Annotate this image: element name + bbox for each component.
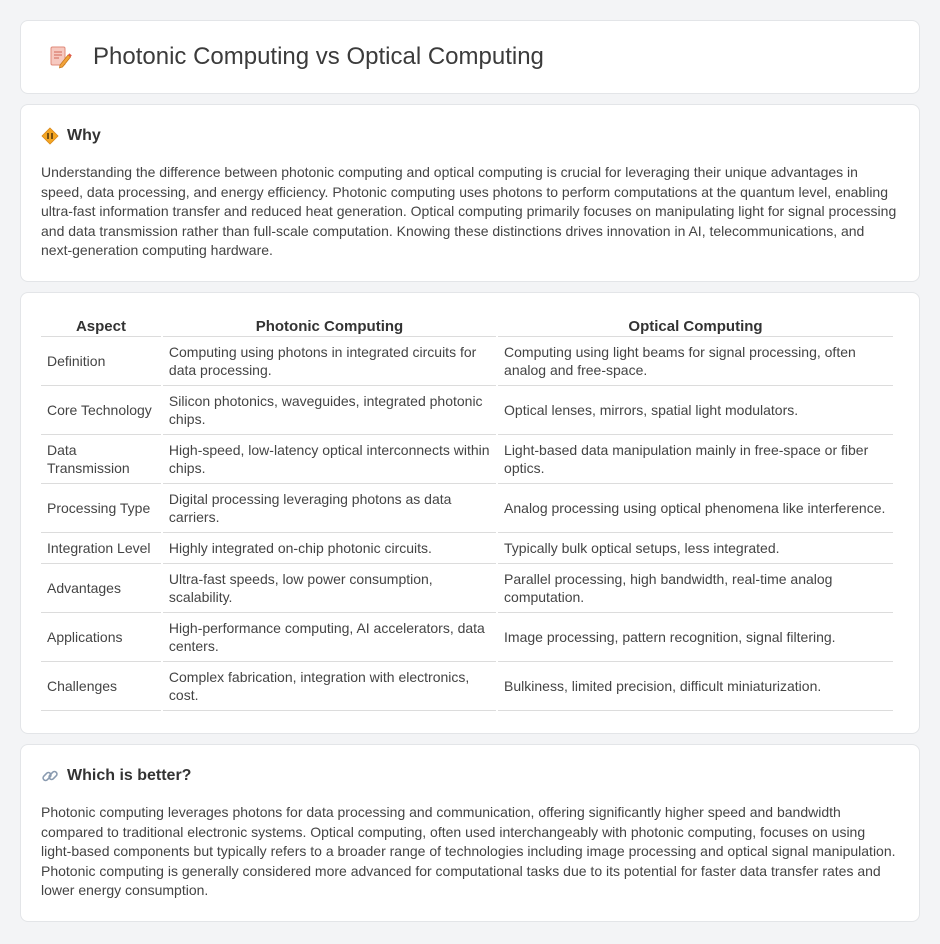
why-body: Understanding the difference between photonic computing and optical computing is crucial for leveraging their unique advantages in speed, data processing, and energy efficiency. Photonic computing uses photons to perform computations at the quantum level, enabling ultra-fast information transfer and reduced heat generation. Optical computing primarily focuses on manipulating light for signal processing and data transmission rather than full-scale computation. Knowing these distinctions drives innovation in AI, telecommunications, and next-generation computing hardware. xyxy=(41,164,897,259)
table-row xyxy=(41,613,893,662)
cell-aspect: Definition xyxy=(41,337,161,386)
cell-aspect: Core Technology xyxy=(41,386,161,435)
header-aspect: Aspect xyxy=(41,313,161,337)
cell-optical: Analog processing using optical phenomena like interference. xyxy=(498,484,893,533)
cell-photonic: Digital processing leveraging photons as data carriers. xyxy=(163,484,496,533)
better-title: Which is better? xyxy=(67,767,192,784)
cell-aspect: Advantages xyxy=(41,564,161,613)
table-row xyxy=(41,662,893,711)
better-body: Photonic computing leverages photons for data processing and communication, offering significantly higher speed and bandwidth compared to traditional electronic systems. Optical computing, often used interchangeably with photonic computing, focuses on using light-based components but typically refers to a broader range of technologies including image processing and optical signal manipulation. Photonic computing is generally considered more advanced for computational tasks due to its potential for faster data transfer rates and lower energy consumption. xyxy=(41,804,896,899)
table-row xyxy=(41,337,893,386)
cell-aspect: Data Transmission xyxy=(41,435,161,484)
diamond-warning-icon xyxy=(41,127,59,145)
which-is-better-section xyxy=(20,744,920,922)
cell-optical: Optical lenses, mirrors, spatial light modulators. xyxy=(498,386,893,435)
cell-optical: Image processing, pattern recognition, signal filtering. xyxy=(498,613,893,662)
table-row xyxy=(41,484,893,533)
cell-photonic: Computing using photons in integrated circuits for data processing. xyxy=(163,337,496,386)
header-optical: Optical Computing xyxy=(498,313,893,337)
cell-aspect: Applications xyxy=(41,613,161,662)
cell-aspect: Challenges xyxy=(41,662,161,711)
cell-photonic: Ultra-fast speeds, low power consumption, scalability. xyxy=(163,564,496,613)
why-section xyxy=(20,104,920,282)
cell-photonic: Silicon photonics, waveguides, integrated photonic chips. xyxy=(163,386,496,435)
cell-photonic: High-speed, low-latency optical interconnects within chips. xyxy=(163,435,496,484)
table-row xyxy=(41,564,893,613)
table-row xyxy=(41,386,893,435)
cell-photonic: Complex fabrication, integration with electronics, cost. xyxy=(163,662,496,711)
comparison-table xyxy=(39,313,895,711)
cell-aspect: Processing Type xyxy=(41,484,161,533)
cell-optical: Typically bulk optical setups, less integrated. xyxy=(498,533,893,564)
cell-photonic: Highly integrated on-chip photonic circuits. xyxy=(163,533,496,564)
cell-optical: Computing using light beams for signal processing, often analog and free-space. xyxy=(498,337,893,386)
cell-optical: Bulkiness, limited precision, difficult miniaturization. xyxy=(498,662,893,711)
why-header xyxy=(41,127,899,145)
cell-optical: Parallel processing, high bandwidth, real-time analog computation. xyxy=(498,564,893,613)
document-pencil-icon xyxy=(47,44,73,70)
page-title: Photonic Computing vs Optical Computing xyxy=(93,43,544,70)
title-card xyxy=(20,20,920,94)
better-header xyxy=(41,767,899,785)
table-header-row xyxy=(41,313,893,337)
cell-aspect: Integration Level xyxy=(41,533,161,564)
cell-photonic: High-performance computing, AI accelerators, data centers. xyxy=(163,613,496,662)
why-title: Why xyxy=(67,127,101,144)
cell-optical: Light-based data manipulation mainly in free-space or fiber optics. xyxy=(498,435,893,484)
header-photonic: Photonic Computing xyxy=(163,313,496,337)
link-icon xyxy=(41,767,59,785)
comparison-section xyxy=(20,292,920,734)
table-row xyxy=(41,435,893,484)
table-row xyxy=(41,533,893,564)
